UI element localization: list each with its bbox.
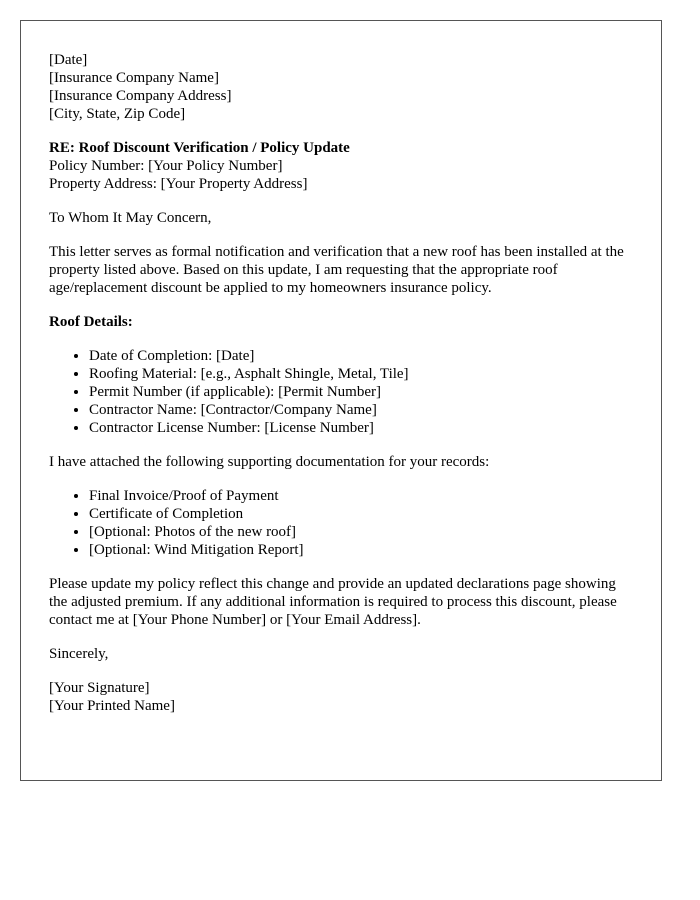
list-item: • Date of Completion: [Date] <box>89 347 633 365</box>
signoff: Sincerely, <box>49 646 109 662</box>
list-item: • Permit Number (if applicable): [Permit Number] <box>89 383 633 401</box>
company-name-line: [Insurance Company Name] <box>49 70 219 86</box>
list-item: • Contractor License Number: [License Number] <box>89 419 633 437</box>
salutation: To Whom It May Concern, <box>49 210 212 226</box>
roof-details-heading: Roof Details: <box>49 314 133 330</box>
signature-block <box>49 679 633 715</box>
list-item: • [Optional: Photos of the new roof] <box>89 523 633 541</box>
letter-page <box>20 20 662 781</box>
policy-number-line: Policy Number: [Your Policy Number] <box>49 158 283 174</box>
re-line: RE: Roof Discount Verification / Policy Update <box>49 140 350 156</box>
printed-name-line: [Your Printed Name] <box>49 698 175 714</box>
list-item: • Certificate of Completion <box>89 505 633 523</box>
list-item: • Roofing Material: [e.g., Asphalt Shingle, Metal, Tile] <box>89 365 633 383</box>
list-item: • Final Invoice/Proof of Payment <box>89 487 633 505</box>
documentation-list <box>49 487 633 559</box>
list-item: • Contractor Name: [Contractor/Company Name] <box>89 401 633 419</box>
roof-details-list <box>49 347 633 437</box>
list-item: • [Optional: Wind Mitigation Report] <box>89 541 633 559</box>
signature-line: [Your Signature] <box>49 680 150 696</box>
recipient-block <box>49 51 633 123</box>
property-address-line: Property Address: [Your Property Address] <box>49 176 308 192</box>
subject-block <box>49 139 633 193</box>
city-state-zip-line: [City, State, Zip Code] <box>49 106 186 122</box>
date-line: [Date] <box>49 52 88 68</box>
documentation-intro: I have attached the following supporting documentation for your records: <box>49 454 490 470</box>
company-address-line: [Insurance Company Address] <box>49 88 232 104</box>
closing-paragraph: Please update my policy reflect this change and provide an updated declarations page showing the adjusted premium. If any additional information is required to process this discount, please contact me at [Your Phone Number] or [Your Email Address]. <box>49 576 617 628</box>
intro-paragraph: This letter serves as formal notification and verification that a new roof has been installed at the property listed above. Based on this update, I am requesting that the appropriate roof age/replacement discount be applied to my homeowners insurance policy. <box>49 244 624 296</box>
